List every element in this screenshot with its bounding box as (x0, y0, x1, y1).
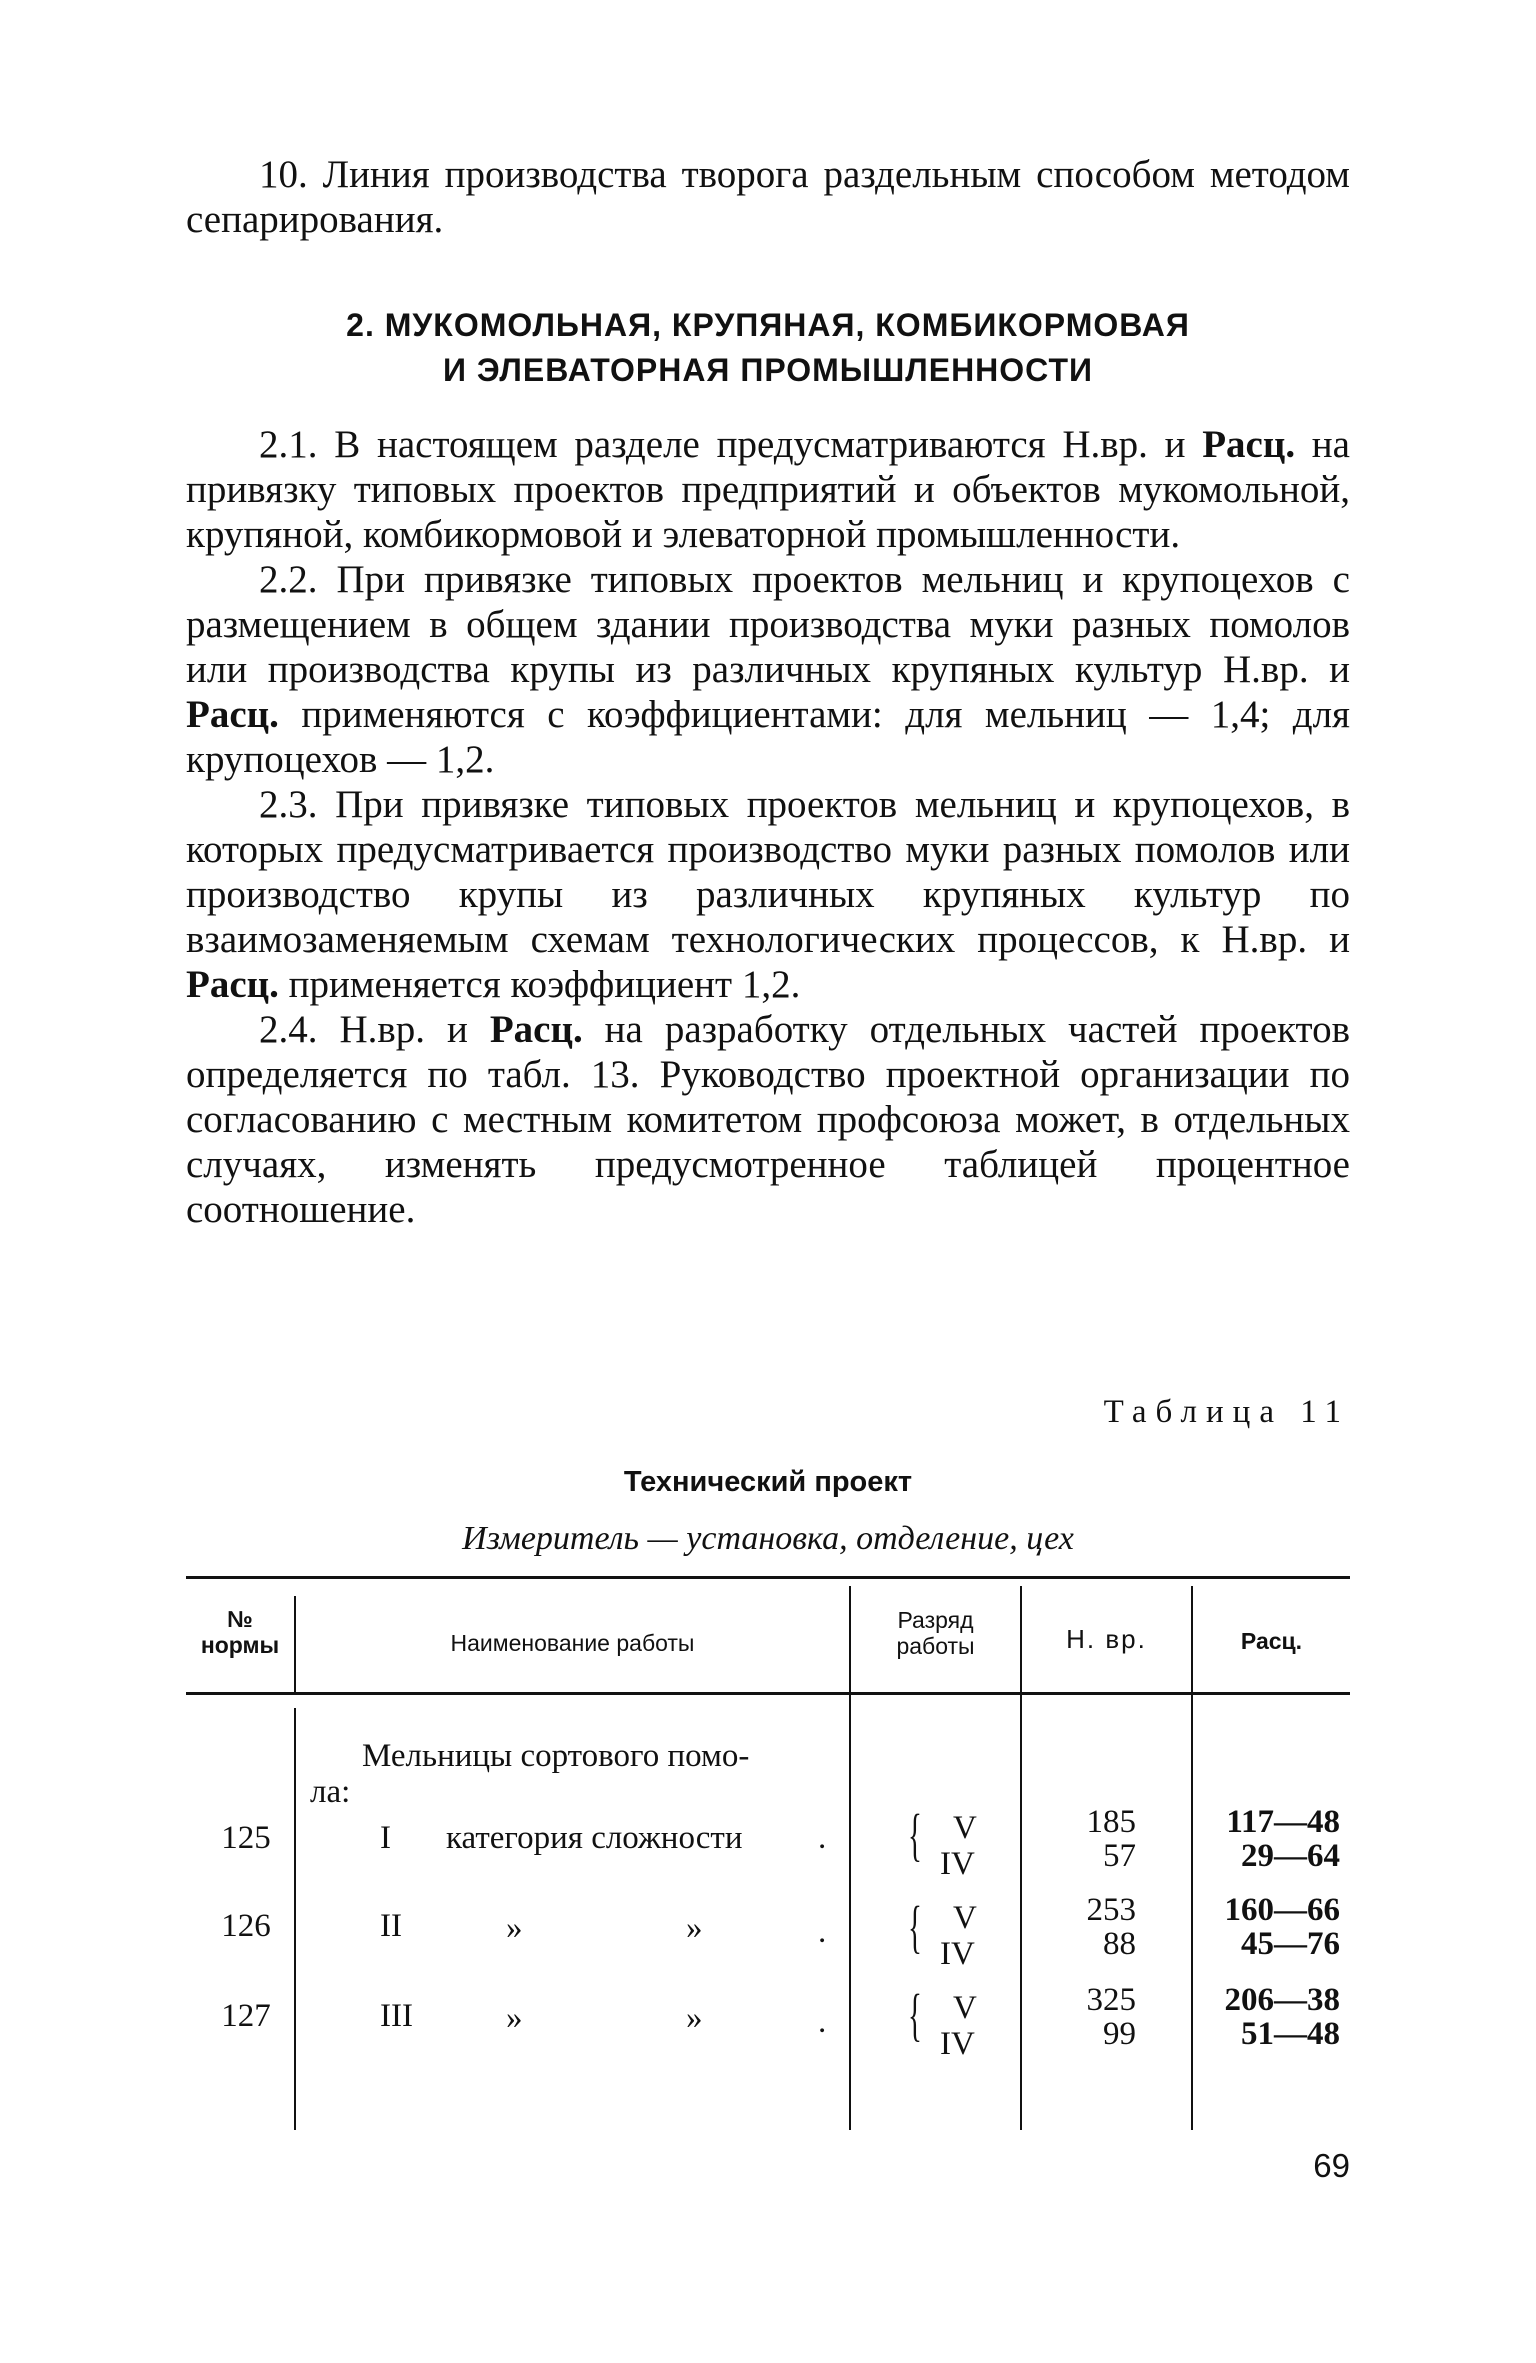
table-top-rule (186, 1576, 1350, 1579)
row-127-rate2: 51—48 (1241, 2016, 1340, 2052)
page-number: 69 (1313, 2147, 1350, 2184)
header-grade (851, 1607, 1020, 1659)
row-126-num: 126 (221, 1908, 271, 1944)
header-grade-line1: Разряд (897, 1607, 974, 1633)
intro-item-10 (186, 152, 1350, 242)
clause-2-3-text-b: применяется коэффициент 1,2. (278, 963, 801, 1006)
group-label-line1: Мельницы сортового помо- (362, 1738, 750, 1774)
column-divider (1191, 1586, 1193, 2130)
row-126-brace: { (908, 1894, 922, 1959)
clause-2-3-text-a: 2.3. При привязке типовых проектов мельниц и крупоцехов, в которых предусматривается производство муки разных помолов или производство крупы из различных крупяных культур по взаимозаменяемым схемам технологических процессов, к Н.вр. и (186, 783, 1350, 961)
clause-2-1-text-b: на привязку типовых проектов предприятий и объектов мукомольной, крупяной, комбикормовой и элеваторной промышленности. (186, 423, 1350, 556)
clauses-block (186, 422, 1350, 1232)
column-divider (1020, 1586, 1022, 2130)
row-125-name: категория сложности (446, 1820, 743, 1856)
row-125-brace: { (908, 1802, 922, 1867)
row-126-grade1: V (953, 1900, 977, 1936)
clause-2-4-rate: Расц. (489, 1008, 583, 1051)
header-norm-line1: № (227, 1606, 253, 1632)
row-125-grade2: IV (940, 1846, 975, 1882)
header-rate: Расц. (1240, 1628, 1303, 1654)
row-126-hours1: 253 (1086, 1892, 1136, 1928)
header-hours: Н. вр. (1066, 1624, 1147, 1654)
header-grade-line2: работы (896, 1633, 975, 1659)
row-127-grade2: IV (940, 2026, 975, 2062)
row-127-ditto2: » (686, 2000, 703, 2036)
row-125-rate1: 117—48 (1226, 1804, 1340, 1840)
clause-2-1-text-a: 2.1. В настоящем разделе предусматриваются Н.вр. и (259, 423, 1203, 466)
row-125-hours1: 185 (1086, 1804, 1136, 1840)
clause-2-3 (186, 782, 1350, 1007)
section-heading-line2: И ЭЛЕВАТОРНАЯ ПРОМЫШЛЕННОСТИ (442, 352, 1094, 388)
clause-2-1 (186, 422, 1350, 557)
table-header-rule (186, 1692, 1350, 1695)
header-norm (186, 1606, 294, 1658)
row-125-num: 125 (221, 1820, 271, 1856)
row-126-ditto2: » (686, 1910, 703, 1946)
table-title: Технический проект (623, 1466, 913, 1498)
row-126-grade2: IV (940, 1936, 975, 1972)
row-126-dot: . (818, 1914, 827, 1950)
row-125-rate2: 29—64 (1241, 1838, 1340, 1874)
row-127-hours2: 99 (1103, 2016, 1136, 2052)
row-126-ditto1: » (506, 1910, 523, 1946)
header-norm-line2: нормы (200, 1632, 280, 1658)
column-divider (849, 1586, 851, 2130)
clause-2-2-text-b: применяются с коэффициентами: для мельниц — 1,4; для крупоцехов — 1,2. (186, 693, 1350, 781)
row-125-roman: I (380, 1820, 391, 1856)
row-126-rate2: 45—76 (1241, 1926, 1340, 1962)
row-126-roman: II (380, 1908, 402, 1944)
row-127-hours1: 325 (1086, 1982, 1136, 2018)
row-126-hours2: 88 (1103, 1926, 1136, 1962)
row-126-rate1: 160—66 (1224, 1892, 1340, 1928)
row-125-hours2: 57 (1103, 1838, 1136, 1874)
clause-2-3-rate: Расц. (186, 963, 279, 1006)
clause-2-2-rate: Расц. (186, 693, 279, 736)
table-label: Таблица 11 (1103, 1394, 1350, 1430)
intro-item-10-text: 10. Линия производства творога раздельным способом методом сепарирования. (186, 153, 1350, 241)
clause-2-4-text-a: 2.4. Н.вр. и (259, 1008, 490, 1051)
row-125-dot: . (818, 1820, 827, 1856)
group-label-line2: ла: (310, 1774, 351, 1810)
row-125-grade1: V (953, 1810, 977, 1846)
row-127-rate1: 206—38 (1224, 1982, 1340, 2018)
table-subtitle: Измеритель — установка, отделение, цех (462, 1520, 1074, 1557)
header-work: Наименование работы (450, 1630, 695, 1656)
clause-2-2-text-a: 2.2. При привязке типовых проектов мельниц и крупоцехов с размещением в общем здании производства муки разных помолов или производства крупы из различных крупяных культур Н.вр. и (186, 558, 1350, 691)
clause-2-1-rate: Расц. (1202, 423, 1296, 466)
row-127-num: 127 (221, 1998, 271, 2034)
row-127-grade1: V (953, 1990, 977, 2026)
row-127-ditto1: » (506, 2000, 523, 2036)
clause-2-4 (186, 1007, 1350, 1232)
row-127-brace: { (908, 1982, 922, 2047)
clause-2-2 (186, 557, 1350, 782)
clause-2-4-text-b: на разработку отдельных частей проектов определяется по табл. 13. Руководство проектной организации по согласованию с местным комитетом профсоюза может, в отдельных случаях, изменять предусмотренное таблицей процентное соотношение. (186, 1008, 1351, 1231)
row-127-dot: . (818, 2004, 827, 2040)
row-127-roman: III (380, 1998, 413, 2034)
section-heading-line1: 2. МУКОМОЛЬНАЯ, КРУПЯНАЯ, КОМБИКОРМОВАЯ (346, 307, 1190, 343)
